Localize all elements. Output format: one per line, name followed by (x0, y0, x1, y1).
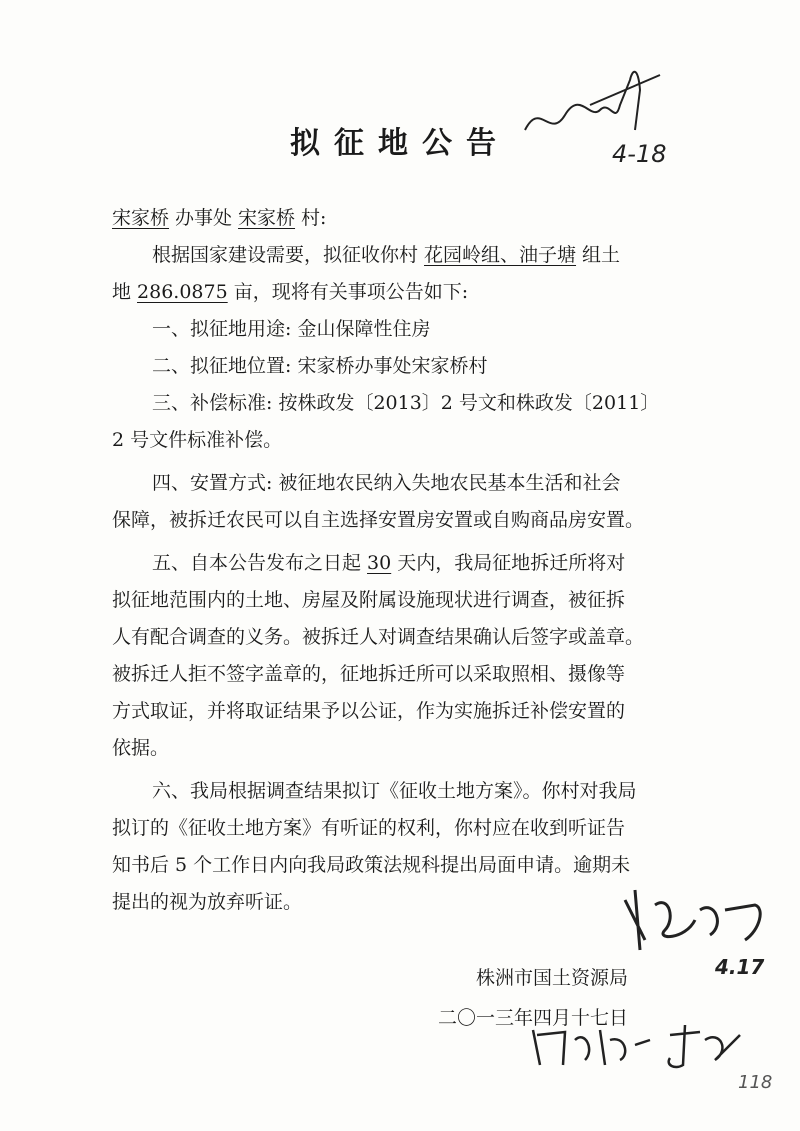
handwritten-signature-bottom (525, 1010, 755, 1080)
item-location: 二、拟征地位置: 宋家桥办事处宋家桥村 (152, 355, 488, 377)
land-area: 286.0875 (137, 281, 228, 303)
village-name: 宋家桥 (238, 207, 296, 229)
handwritten-date-top: 4-18 (612, 140, 667, 168)
group-names: 花园岭组、油子塘 (424, 244, 577, 266)
office-name: 宋家桥 (112, 207, 170, 229)
intro-line-2: 地 286.0875 亩，现将有关事项公告如下: (112, 281, 469, 303)
item-standard-2: 2 号文件标准补偿。 (112, 429, 283, 451)
item-resettle-2: 保障，被拆迁农民可以自主选择安置房安置或自购商品房安置。 (112, 509, 645, 531)
item-survey-1: 五、自本公告发布之日起 30 天内，我局征地拆迁所将对 (152, 552, 626, 574)
item-use: 一、拟征地用途: 金山保障性住房 (152, 318, 431, 340)
item-hearing-4: 提出的视为放弃听证。 (112, 891, 303, 913)
handwritten-signature-top (520, 60, 670, 150)
item-standard-1: 三、补偿标准: 按株政发〔2013〕2 号文和株政发〔2011〕 (152, 392, 660, 414)
item-resettle-1: 四、安置方式: 被征地农民纳入失地农民基本生活和社会 (152, 472, 621, 494)
item-survey-5: 方式取证，并将取证结果予以公证，作为实施拆迁补偿安置的 (112, 700, 626, 722)
notice-body (112, 200, 712, 921)
item-hearing-2: 拟订的《征收土地方案》有听证的权利，你村应在收到听证告 (112, 817, 626, 839)
notice-title: 拟征地公告 (290, 126, 510, 161)
item-survey-2: 拟征地范围内的土地、房屋及附属设施现状进行调查，被征拆 (112, 589, 626, 611)
item-survey-3: 人有配合调查的义务。被拆迁人对调查结果确认后签字或盖章。 (112, 626, 645, 648)
address-line: 宋家桥 办事处 宋家桥 村: (106, 200, 712, 237)
issuer-name: 株洲市国土资源局 (476, 967, 629, 989)
item-hearing-1: 六、我局根据调查结果拟订《征收土地方案》。你村对我局 (152, 780, 637, 802)
handwritten-page-number: 118 (738, 1072, 773, 1093)
intro-line-1: 根据国家建设需要，拟征收你村 花园岭组、油子塘 组土 (152, 244, 621, 266)
item-survey-4: 被拆迁人拒不签字盖章的，征地拆迁所可以采取照相、摄像等 (112, 663, 626, 685)
issue-date: 二〇一三年四月十七日 (438, 1007, 629, 1029)
survey-days: 30 (367, 552, 392, 574)
handwritten-date-right: 4.17 (715, 955, 765, 979)
item-hearing-3: 知书后 5 个工作日内向我局政策法规科提出局面申请。逾期未 (112, 854, 631, 876)
item-survey-6: 依据。 (112, 737, 170, 759)
